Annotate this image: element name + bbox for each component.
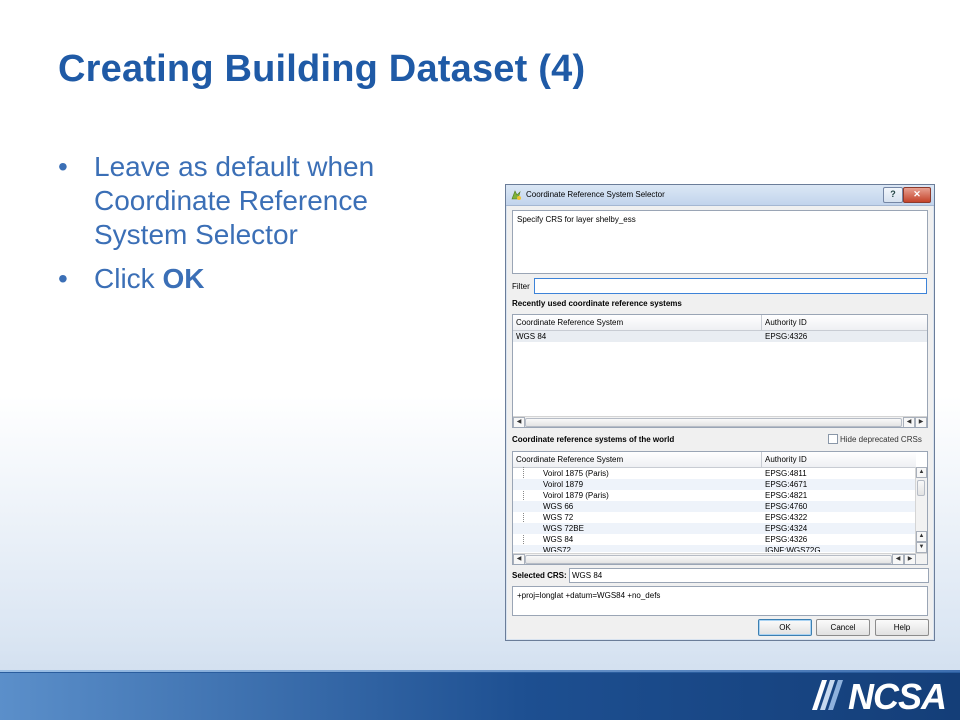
table-header [513,315,927,331]
recent-crs-table[interactable] [512,314,928,428]
recent-crs-label: Recently used coordinate reference systems [512,299,682,308]
authority-id: EPSG:4324 [765,524,808,533]
crs-name: WGS 84 [543,535,574,544]
bullet-bold-text: OK [162,263,205,294]
help-button[interactable]: Help [875,619,929,636]
table-header [513,452,916,468]
selected-crs-field[interactable] [569,568,929,583]
horizontal-scrollbar[interactable] [513,553,927,564]
table-row[interactable] [513,468,916,479]
hide-deprecated-label: Hide deprecated CRSs [840,435,922,444]
column-header-authority[interactable]: Authority ID [765,455,807,464]
crs-name: Voirol 1875 (Paris) [543,469,609,478]
table-row[interactable] [513,512,916,523]
table-row[interactable] [513,479,916,490]
info-text: Specify CRS for layer shelby_ess [517,215,636,224]
filter-label: Filter [512,282,530,291]
slide-title: Creating Building Dataset (4) [58,48,586,90]
bullet-text: Leave as default when Coordinate Reference System Selector [94,151,375,250]
bullet-text: Click [94,263,163,294]
crs-name: Voirol 1879 (Paris) [543,491,609,500]
table-row[interactable] [513,534,916,545]
scroll-up-icon[interactable]: ▲ [916,531,927,542]
crs-name: WGS 72BE [543,524,584,533]
ok-button[interactable]: OK [758,619,812,636]
world-crs-label: Coordinate reference systems of the world [512,435,675,444]
world-crs-table[interactable] [512,451,928,565]
authority-id: EPSG:4326 [765,332,808,341]
table-row[interactable] [513,490,916,501]
authority-id: EPSG:4671 [765,480,808,489]
bullet-item [58,150,428,252]
dialog-titlebar[interactable] [506,185,934,206]
hide-deprecated-checkbox[interactable] [828,434,838,444]
table-row[interactable] [513,523,916,534]
column-header-crs[interactable]: Coordinate Reference System [513,452,762,467]
authority-id: EPSG:4821 [765,491,808,500]
authority-id: IGNF:WGS72G [765,546,821,552]
crs-selector-dialog [505,184,935,641]
help-icon[interactable]: ? [883,187,903,203]
crs-name: Voirol 1879 [543,480,584,489]
dialog-title: Coordinate Reference System Selector [526,190,665,199]
ncsa-logo-mark-icon [812,680,846,715]
authority-id: EPSG:4326 [765,535,808,544]
column-header-crs[interactable]: Coordinate Reference System [513,315,762,330]
vertical-scrollbar[interactable] [915,467,927,553]
bullet-marker: • [58,263,68,294]
scroll-thumb[interactable] [525,555,892,564]
info-box [512,210,928,274]
table-row[interactable] [513,331,927,342]
ncsa-logo-text: NCSA [847,676,946,717]
proj-definition-box [512,586,928,616]
authority-id: EPSG:4322 [765,513,808,522]
scroll-right-icon[interactable]: ▶ [915,417,927,428]
crs-name: WGS72 [543,546,572,552]
scroll-up-icon[interactable]: ▲ [916,467,927,478]
selected-crs-label: Selected CRS: [512,571,567,580]
bullet-list [58,150,428,306]
crs-name: WGS 72 [543,513,574,522]
filter-input[interactable] [534,278,927,294]
table-row[interactable] [513,501,916,512]
proj-definition-text: +proj=longlat +datum=WGS84 +no_defs [517,591,661,600]
scroll-right-icon[interactable]: ▶ [904,554,916,565]
ncsa-logo [812,676,946,717]
close-icon[interactable]: ✕ [903,187,931,203]
column-header-authority[interactable]: Authority ID [765,318,807,327]
bullet-item [58,262,428,296]
crs-name: WGS 66 [543,502,574,511]
scroll-thumb[interactable] [917,480,925,496]
crs-name: WGS 84 [516,332,547,341]
qgis-app-icon [510,189,522,203]
scroll-left-icon[interactable]: ◀ [892,554,904,565]
authority-id: EPSG:4811 [765,469,807,478]
bullet-marker: • [58,151,68,182]
horizontal-scrollbar[interactable] [513,416,927,427]
table-row[interactable] [513,545,916,552]
scroll-left-icon[interactable]: ◀ [903,417,915,428]
scroll-thumb[interactable] [525,418,902,427]
cancel-button[interactable]: Cancel [816,619,870,636]
scroll-left-icon[interactable]: ◀ [513,417,525,428]
scroll-down-icon[interactable]: ▼ [916,542,927,553]
scroll-left-icon[interactable]: ◀ [513,554,525,565]
footer-bar [0,672,960,720]
authority-id: EPSG:4760 [765,502,808,511]
